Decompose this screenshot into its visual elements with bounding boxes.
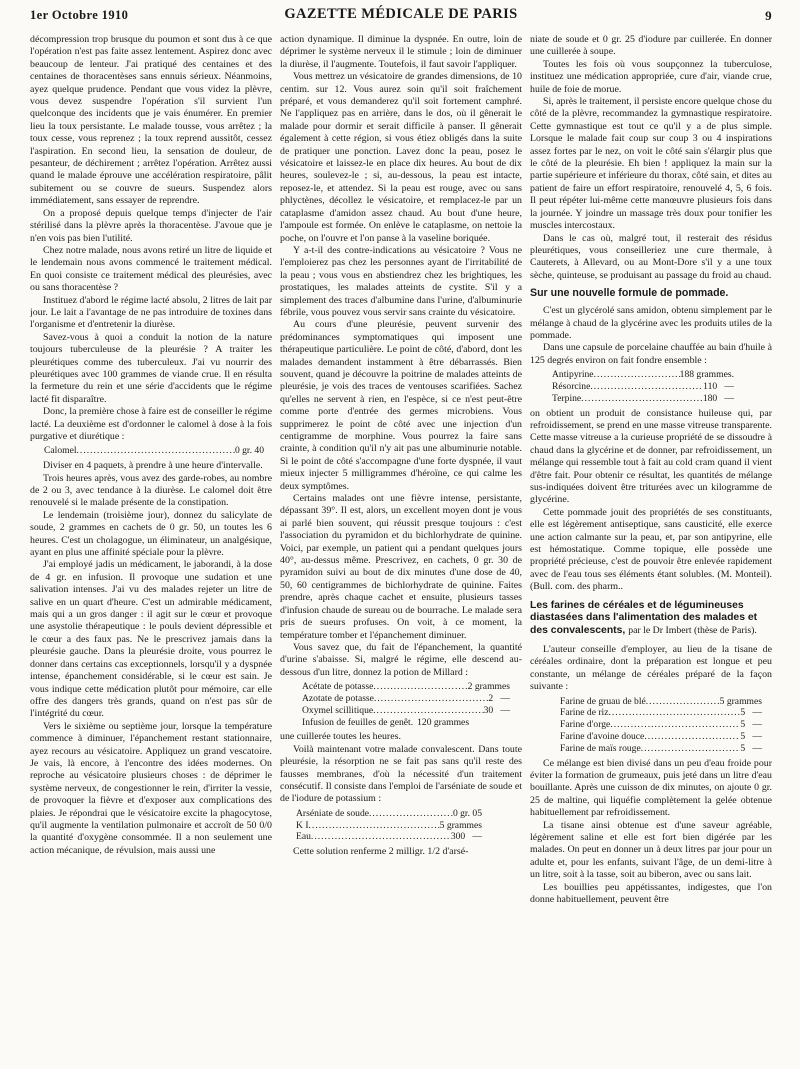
column-2: [280, 34, 522, 1066]
paragraph: Y a-t-il des contre-indications au vésicatoire ? Vous ne l'emploierez pas chez les personnes ayant de l'irritabilité de la peau ; vous vous en abstiendrez chez les brightiques, les prostatiques, les malades atteints de cystite. S'il y a simplement des traces d'albumine dans l'urine, d'albuminurie fébrile, vous pouvez vous servir sans crainte du vésicatoire.: [280, 244, 522, 318]
ingredient-quantity: 120 grammes: [417, 716, 470, 728]
ingredient-name: Infusion de feuilles de genêt.: [302, 716, 414, 728]
publication-title: GAZETTE MÉDICALE DE PARIS: [284, 6, 518, 22]
ingredient-quantity: 0 gr. 40: [234, 445, 264, 457]
ingredient-name: Acétate de potasse: [302, 681, 374, 693]
section-heading-title: Les farines de céréales et de légumineuses diastasées dans l'alimentation des malades et des convalescents,: [530, 599, 758, 637]
paragraph: Diviser en 4 paquets, à prendre à une heure d'intervalle.: [43, 460, 263, 472]
paragraph: J'ai employé jadis un médicament, le jaborandi, à la dose de 4 gr. en infusion. Il provoque une sudation et une salivation intenses. J'ai vu des malades rejeter un litre de salive en un quart d'heure. C'est un admirable médicament, mais qui a un gros danger : il agit sur le cœur et provoque une asystolie thérapeutique : le pouls devient dépressible et le cœur a des faux pas. Ne le prescrivez jamais dans la pleurésie gauche. Dans la pleurésie droite, vous pourrez le donner dans certains cas exceptionnels, lorsqu'il y a dyspnée intense, épanchement considérable, si le cœur est sain. Je vous indique cette médication plutôt pour mémoire, car elle offre des dangers très grands, quand on n'est pas sûr de l'intégrité du cœur.: [30, 559, 272, 720]
ingredient-quantity: 2 grammes: [467, 681, 510, 693]
paragraph: On a proposé depuis quelque temps d'injecter de l'air stérilisé dans la plèvre après la thoracentèse. J'avoue que je n'en vois pas bien l'utilité.: [30, 207, 272, 244]
column-1: [30, 34, 272, 1066]
paragraph: Dans une capsule de porcelaine chauffée au bain d'huile à 125 degrés environ on fait fondre ensemble :: [530, 342, 772, 366]
paragraph: on obtient un produit de consistance huileuse qui, par refroidissement, se prend en une masse vitreuse transparente. Cette masse vitreuse a la curieuse propriété de se dissoudre à chaud dans la glycérine et de donner, par refroidissement, un mélange qui ressemble tout à fait au cold cram quand il vient d'être fait. Pour obtenir ce résultat, les quantités de mélange sus-indiquées doivent être triturées avec un kilogramme de glycérine.: [530, 407, 772, 506]
ingredient-name: Farine de maïs rouge: [560, 742, 641, 754]
ingredient-name: K I: [296, 819, 309, 831]
ingredient-quantity: 30 —: [483, 704, 510, 716]
paragraph: Instituez d'abord le régime lacté absolu, 2 litres de lait par jour. Le lait a l'avantage de ne pas introduire de toxines dans l'organisme et d'entretenir la diurèse.: [30, 294, 272, 331]
article-columns: [30, 34, 772, 1066]
prescription-arseniate: [280, 808, 522, 843]
section-heading-author: par le Dr Imbert (thèse de Paris).: [628, 625, 757, 637]
ingredient-quantity: 0 gr. 05: [452, 807, 482, 819]
paragraph: une cuillerée toutes les heures.: [280, 731, 401, 743]
paragraph: Au cours d'une pleurésie, peuvent survenir des prédominances symptomatiques qui imposent une thérapeutique particulière. Le point de côté, d'abord, dont les malades demandent instamment à être débarrassés. Bien souvent, quand je découvre la poitrine de malades atteints de pleurésie, je vois des traces de ventouses scarifiées. Sachez qu'elles ne servent à rien, en l'espèce, si ce n'est peut-être comme porte d'entrée des germes microbiens. Vous supprimerez le point de côté avec une injection d'un centigramme de morphine. Vous pourrez la faire sans crainte, à condition qu'il n'y ait pas une albuminurie notable. Si le point de côté s'accompagne d'une forte dyspnée, il vaut mieux injecter 5 milligrammes d'héroïne, ce qui calme les deux symptômes.: [280, 319, 522, 492]
paragraph: La tisane ainsi obtenue est d'une saveur agréable, légèrement saline et elle est fort bien digérée par les malades. On peut en donner un à deux litres par jour pour un adulte et, pour les enfants, suivant l'âge, de un demi-litre à un litre, soit à la tasse, soit au biberon, avec ou sans lait.: [530, 819, 772, 881]
paragraph: C'est un glycérolé sans amidon, obtenu simplement par le mélange à chaud de la glycérine avec les produits utiles de la pommade.: [530, 305, 772, 341]
paragraph: niate de soude et 0 gr. 25 d'iodure par cuillerée. En donner une cuillerée à soupe.: [530, 34, 772, 58]
paragraph: L'auteur conseille d'employer, au lieu de la tisane de céréales ordinaire, dont la préparation est longue et peu constante, un mélange de céréales préparé de la façon suivante :: [530, 644, 772, 693]
ingredient-name: Eau: [296, 831, 311, 843]
paragraph: Certains malades ont une fièvre intense, persistante, dépassant 39°. Il est, alors, un excellent moyen dont je vous ai parlé bien souvent, qui réussit presque toujours : c'est l'association du pyramidon et du bichlorhydrate de quinine. Voici, par exemple, un patient qui a pendant quelques jours 40°, au-dessus même. Prescrivez, en cachets, 0 gr. 30 de pyramidon suivi au bout de dix minutes d'une dose de 40, 50, 60 centigrammes de bichlorhydrate de quinine. Faites prendre, après chaque cachet et ensuite, plusieurs tasses d'infusion chaude de sureau ou de bourrache. Le malade sera pris de sueurs profuses. On voit, à ce moment, la température tomber et l'épanchement diminuer.: [280, 493, 522, 641]
prescription-calomel: [30, 445, 272, 457]
paragraph: Si, après le traitement, il persiste encore quelque chose du côté de la plèvre, recommandez la gymnastique respiratoire. Cette gymnastique est tout ce qu'il y a de plus simple. Lorsque le malade fait coup sur coup 3 ou 4 inspirations assez fortes par le nez, on voit le côté sain s'élargir plus que le côté de la pleurésie. Eh bien ! appliquez la main sur la partie supérieure et inférieure du thorax, côté sain, et dites au patient de faire un effort respiratoire, renouvelé 4, 5, 6 fois. Il peut répéter lui-même cette manœuvre plusieurs fois dans la journée. Y joindre un massage très doux pour tonifier les muscles intercostaux.: [530, 96, 772, 232]
paragraph: Dans le cas où, malgré tout, il resterait des résidus pleurétiques, vous conseilleriez une cure thermale, à Cauterets, à Allevard, ou au Mont-Dore s'il y a une toux sèche, quinteuse, se produisant au passage du froid au chaud.: [530, 232, 772, 281]
ingredient-name: Terpine: [552, 392, 582, 404]
ingredient-name: Farine de gruau de blé: [560, 695, 646, 707]
ingredient-name: Antipyrine: [552, 369, 594, 381]
paragraph: Les bouillies peu appétissantes, indigestes, que l'on donne habituellement, peuvent être: [530, 881, 772, 906]
ingredient-quantity: 5 —: [740, 719, 762, 731]
paragraph: Cette solution renferme 2 milligr. 1/2 d'arsé-: [293, 846, 469, 858]
ingredient-quantity: 5 —: [740, 707, 762, 719]
page-number: 9: [765, 8, 772, 23]
ingredient-quantity: 110 —: [703, 380, 734, 392]
ingredient-quantity: 2 —: [488, 692, 510, 704]
prescription-millard: [280, 681, 522, 728]
ingredient-name: Oxymel scillitique: [302, 704, 374, 716]
formula-farines: [530, 696, 772, 755]
issue-date: 1er Octobre 1910: [30, 8, 129, 22]
paragraph: Vous savez que, du fait de l'épanchement, la quantité d'urine s'abaisse. Si, malgré le régime, elle descend au-dessous d'un litre, donnez la potion de Millard :: [280, 641, 522, 678]
column-3: [530, 34, 772, 1066]
paragraph: Trois heures après, vous avez des garde-robes, au nombre de 2 ou 3, avec tendance à la diurèse. Le calomel doit être renouvelé si le malade présente de la constipation.: [30, 472, 272, 509]
section-heading-pommade: Sur une nouvelle formule de pommade.: [530, 287, 729, 300]
paragraph: Vers le sixième ou septième jour, lorsque la température commence à diminuer, l'épanchement restant stationnaire, ayez recours au vésicatoire. Appliquez un grand vescatoire. Je vais, là encore, à l'encontre des idées modernes. On reproche au vésicatoire plusieurs choses : de déprimer le système nerveux, de congestionner le rein, d'irriter la vessie, de provoquer la fièvre et d'exposer aux complications des plaies. Je répondrai que le vésicatoire excite la phagocytose, qu'il augmente la ventilation pulmonaire et accroît de 50 0/0 la quantité d'oxygène consommée. Il a non seulement une action mécanique, de révulsion, mais aussi une: [30, 720, 272, 856]
ingredient-name: Azotate de potasse: [302, 692, 374, 704]
ingredient-quantity: 180 —: [702, 392, 734, 404]
formula-pommade: [530, 369, 772, 404]
ingredient-quantity: 5 —: [740, 731, 762, 743]
paragraph: Toutes les fois où vous soupçonnez la tuberculose, instituez une médication appropriée, cure d'air, viande crue, huile de foie de morue.: [530, 58, 772, 95]
paragraph: décompression trop brusque du poumon et sont dus à ce que l'opération n'est pas faite assez lentement. Aspirez donc avec beaucoup de lenteur. J'ai pratiqué des centaines et des centaines de thoracentèses sans ennuis sérieux. Néanmoins, ayez quelque prudence. Pendant que vous videz la plèvre, vous devez suspendre l'opération s'il survient l'un quelconque des incidents que je vais énumérer. En premier lieu la toux persistante. Le malade tousse, vous arrêtez ; la toux cesse, vous reprenez ; la toux reprend aussitôt, cessez l'aspiration. En second lieu, la sensation de douleur, de pesanteur, de déchirement ; arrêtez l'opération. Arrêtez aussi quand le malade éprouve une accélération respiratoire, pâlit subitement ou se couvre de sueurs. Suspendez alors immédiatement, sans essayer de reprendre.: [30, 34, 272, 207]
paragraph: action dynamique. Il diminue la dyspnée. En outre, loin de déprimer le système nerveux il le stimule ; loin de diminuer la diurèse, il l'augmente. Toutefois, il faut savoir l'appliquer.: [280, 34, 522, 70]
paragraph: Donc, la première chose à faire est de conseiller le régime lacté. La deuxième est d'ordonner le calomel à dose à la fois purgative et diurétique :: [30, 406, 272, 442]
ingredient-name: Farine d'orge: [560, 719, 611, 731]
ingredient-quantity: 5 —: [740, 742, 762, 754]
section-heading-farines: [530, 600, 772, 638]
ingredient-quantity: 5 grammes: [439, 819, 482, 831]
paragraph: Voilà maintenant votre malade convalescent. Dans toute pleurésie, la résorption ne se fait pas sans qu'il reste des fausses membranes, d'où la nécessité d'un traitement consécutif. Il consiste dans l'emploi de l'arséniate de soude et de l'iodure de potassium :: [280, 743, 522, 805]
ingredient-name: Calomel: [44, 445, 77, 457]
ingredient-name: Résorcine: [552, 380, 591, 392]
paragraph: Savez-vous à quoi a conduit la notion de la nature toujours tuberculeuse de la pleurésie ? A traiter les pleurétiques comme des tuberculeux. J'ai vu nourrir des pleurétiques avec 100 grammes de viande crue. Il en résulta la fermeture du rein et une série d'accidents que le régime lacté fit disparaître.: [30, 331, 272, 405]
paragraph: Chez notre malade, nous avons retiré un litre de liquide et le lendemain nous avons commencé le traitement médical. En quoi consiste ce traitement médical des pleurésies, avec ou sans thoracentèse ?: [30, 244, 272, 294]
ingredient-quantity: 5 grammes: [719, 695, 762, 707]
paragraph: Ce mélange est bien divisé dans un peu d'eau froide pour éviter la formation de grumeaux, puis jeté dans un litre d'eau bouillante. Après une cuisson de dix minutes, on ajoute 0 gr. 25 de maltine, qui liquéfie complètement la gelée obtenue habituellement par refroidissement.: [530, 757, 772, 819]
ingredient-quantity: 188 grammes.: [679, 369, 734, 381]
paragraph: Le lendemain (troisième jour), donnez du salicylate de soude, 2 grammes en cachets de 0 gr. 50, un toutes les 6 heures. C'est un cholagogue, un éliminateur, un analgésique, ayant en plus une affinité spéciale pour la plèvre.: [30, 509, 272, 559]
paragraph: Cette pommade jouit des propriétés de ses constituants, elle est légèrement antiseptique, sans causticité, elle exerce une action calmante sur la peau, et, par son antipyrine, elle est hémostatique. Comme topique, elle possède une propriété précieuse, c'est de pouvoir être enlevée rapidement avec de l'eau tous ses éléments étant solubles. (M. Monteil). (Bull. com. des pharm..: [530, 506, 772, 593]
page-header: [30, 6, 772, 26]
ingredient-quantity: 300 —: [450, 831, 482, 843]
ingredient-name: Farine d'avoine douce: [560, 731, 645, 743]
ingredient-name: Arséniate de soude: [296, 807, 369, 819]
ingredient-name: Farine de riz: [560, 707, 609, 719]
paragraph: Vous mettrez un vésicatoire de grandes dimensions, de 10 centim. sur 12. Vous aurez soin qu'il soit fraîchement préparé, et vous demanderez qu'il soit fortement camphré. Ne l'appliquez pas en arrière, dans le dos, où il gênerait le malade pour dormir et serait difficile à panser. Il gênerait également à cette région, si vous étiez obligés dans la suite de pratiquer une ponction. Lavez donc la peau, posez le vésicatoire et laissez-le en place dix heures. Au bout de dix heures, soulevez-le ; si, au-dessous, la peau est intacte, reposez-le, et attendez. Si la peau est rouge, avec ou sans phlyctènes, décollez le vésicatoire, et remplacez-le par un cataplasme d'amidon assez chaud. Au bout d'une heure, l'ampoule est formée. On enlève le cataplasme, on nettoie la poche, on l'ouvre et l'on panse à la vaseline boriquée.: [280, 71, 522, 244]
